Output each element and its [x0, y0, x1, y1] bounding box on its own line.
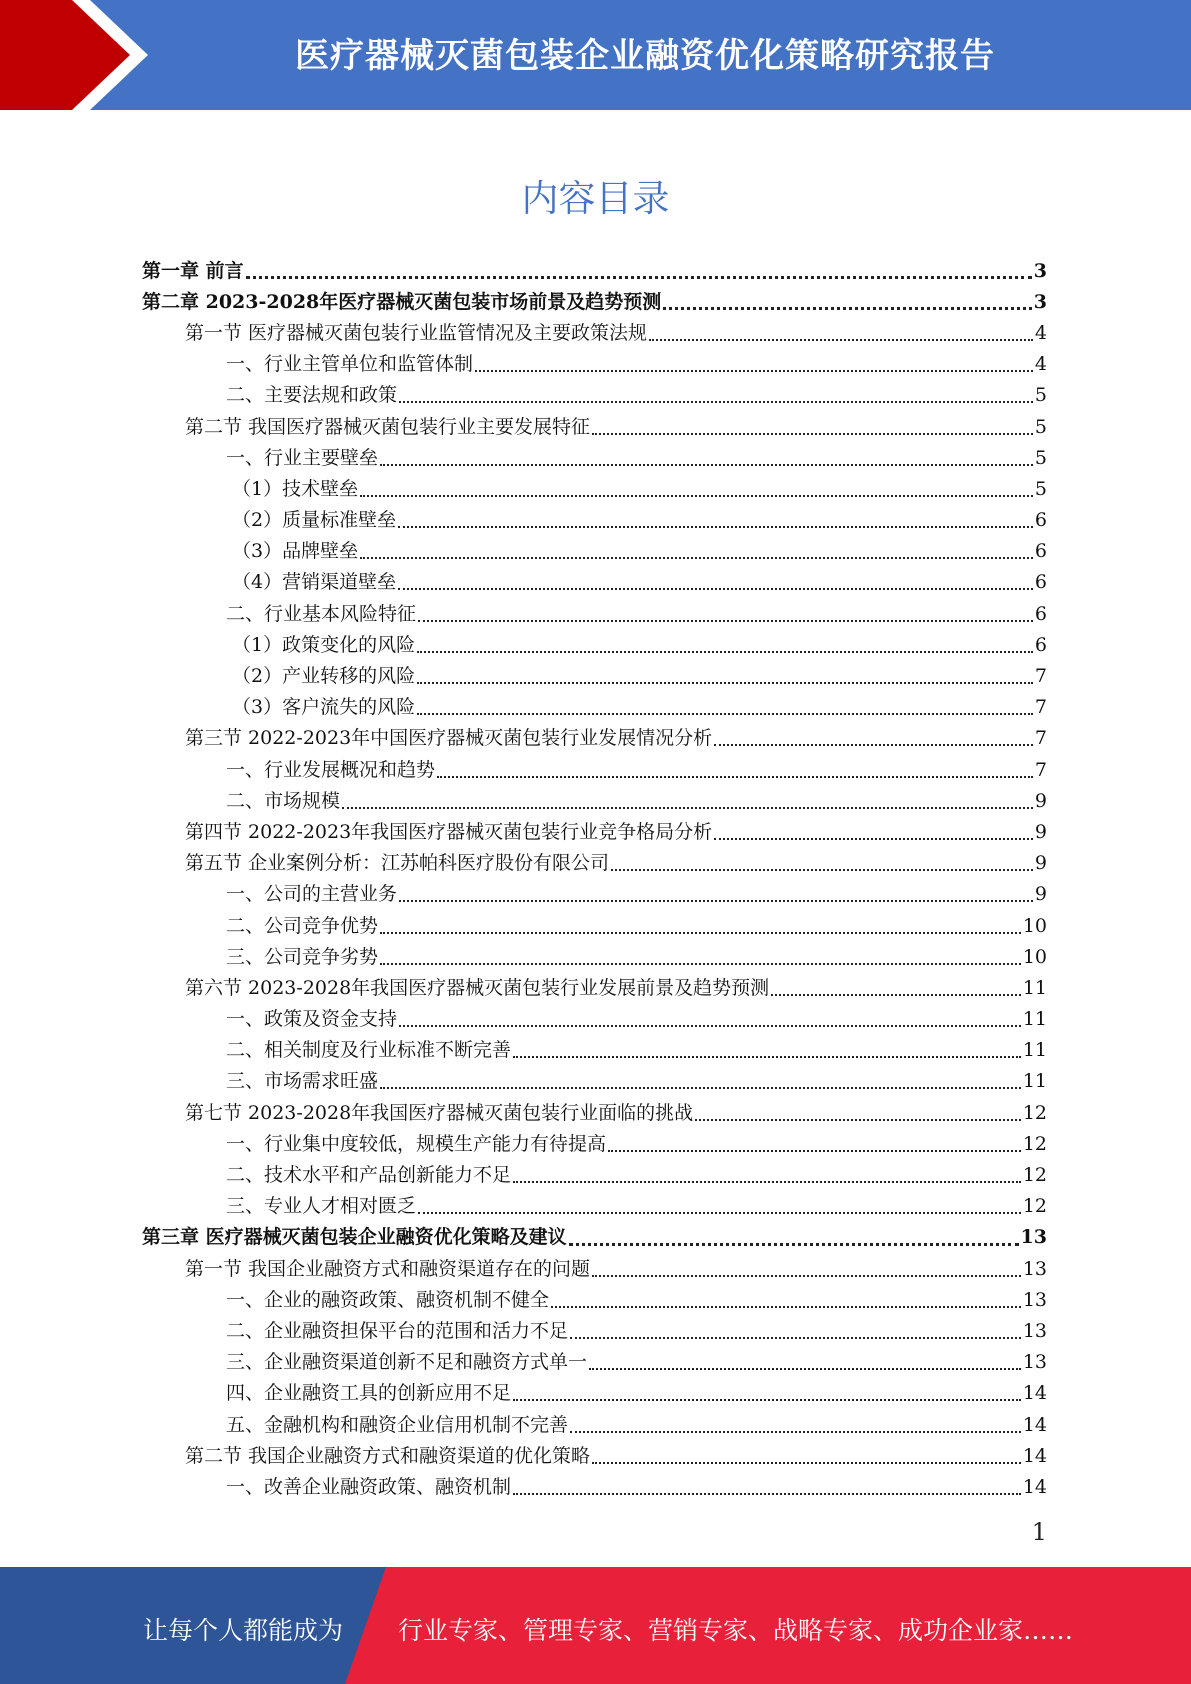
toc-entry-title: 三、企业融资渠道创新不足和融资方式单一 — [226, 1351, 588, 1374]
toc-leader-dots — [771, 994, 1021, 996]
toc-leader-dots — [380, 464, 1033, 466]
toc-entry[interactable] — [142, 1378, 1047, 1409]
toc-entry[interactable] — [142, 1347, 1047, 1378]
toc-leader-dots — [714, 744, 1033, 746]
page-number: 1 — [1031, 1518, 1047, 1546]
toc-leader-dots — [418, 1212, 1021, 1214]
toc-entry[interactable] — [142, 629, 1047, 660]
toc-entry-title: 二、公司竞争优势 — [226, 914, 379, 937]
toc-leader-dots — [608, 1150, 1021, 1152]
toc-entry[interactable] — [142, 536, 1047, 567]
toc-entry-title: 一、改善企业融资政策、融资机制 — [226, 1475, 512, 1498]
toc-leader-dots — [417, 682, 1033, 684]
toc-entry[interactable] — [142, 1159, 1047, 1190]
toc-entry-title: 一、政策及资金支持 — [226, 1008, 398, 1031]
toc-entry-title: 四、企业融资工具的创新应用不足 — [226, 1382, 512, 1405]
toc-leader-dots — [417, 713, 1033, 715]
toc-entry[interactable] — [142, 442, 1047, 473]
toc-entry-title: （4）营销渠道壁垒 — [232, 571, 397, 594]
toc-entry-title: 二、企业融资担保平台的范围和活力不足 — [226, 1319, 569, 1342]
toc-entry-page: 9 — [1034, 820, 1047, 843]
toc-entry-page: 13 — [1022, 1257, 1047, 1280]
toc-entry-page: 7 — [1034, 696, 1047, 719]
toc-entry-page: 13 — [1022, 1288, 1047, 1311]
toc-leader-dots — [398, 588, 1033, 590]
toc-entry-title: 一、行业主管单位和监管体制 — [226, 353, 474, 376]
toc-entry[interactable] — [142, 1222, 1047, 1253]
toc-leader-dots — [569, 1243, 1019, 1246]
toc-leader-dots — [611, 869, 1033, 871]
toc-leader-dots — [663, 307, 1032, 310]
toc-entry-page: 11 — [1022, 1070, 1047, 1093]
toc-leader-dots — [246, 276, 1032, 279]
toc-leader-dots — [592, 433, 1033, 435]
toc-leader-dots — [714, 838, 1033, 840]
toc-entry-title: 一、行业发展概况和趋势 — [226, 758, 436, 781]
toc-entry-page: 10 — [1022, 945, 1047, 968]
toc-entry-page: 3 — [1033, 290, 1047, 313]
toc-leader-dots — [360, 557, 1033, 559]
toc-entry[interactable] — [142, 785, 1047, 816]
toc-leader-dots — [570, 1337, 1021, 1339]
toc-leader-dots — [475, 370, 1033, 372]
toc-leader-dots — [592, 1275, 1021, 1277]
toc-entry[interactable] — [142, 660, 1047, 691]
toc-leader-dots — [513, 1056, 1021, 1058]
toc-entry[interactable] — [142, 1066, 1047, 1097]
toc-entry[interactable] — [142, 816, 1047, 847]
toc-entry-title: 第二节 我国医疗器械灭菌包装行业主要发展特征 — [185, 415, 591, 438]
toc-entry-page: 11 — [1022, 1039, 1047, 1062]
toc-leader-dots — [380, 932, 1021, 934]
toc-entry-title: 五、金融机构和融资企业信用机制不完善 — [226, 1413, 569, 1436]
toc-entry-title: 第一节 我国企业融资方式和融资渠道存在的问题 — [185, 1257, 591, 1280]
toc-entry-page: 9 — [1034, 883, 1047, 906]
toc-entry-page: 12 — [1022, 1132, 1047, 1155]
toc-leader-dots — [380, 1087, 1021, 1089]
toc-leader-dots — [513, 1399, 1021, 1401]
toc-entry[interactable] — [142, 505, 1047, 536]
toc-entry-page: 11 — [1022, 1008, 1047, 1031]
toc-entry[interactable] — [142, 1253, 1047, 1284]
toc-entry[interactable] — [142, 380, 1047, 411]
toc-entry-page: 12 — [1022, 1195, 1047, 1218]
toc-leader-dots — [342, 807, 1033, 809]
toc-entry-title: 第五节 企业案例分析：江苏帕科医疗股份有限公司 — [185, 852, 610, 875]
toc-entry-title: 二、市场规模 — [226, 789, 341, 812]
toc-entry-title: 第二章 2023-2028年医疗器械灭菌包装市场前景及趋势预测 — [142, 290, 662, 313]
toc-entry-title: 一、企业的融资政策、融资机制不健全 — [226, 1288, 550, 1311]
toc-entry[interactable] — [142, 910, 1047, 941]
toc-entry-title: 一、公司的主营业务 — [226, 883, 398, 906]
toc-leader-dots — [513, 1493, 1021, 1495]
toc-entry[interactable] — [142, 1471, 1047, 1502]
toc-entry[interactable] — [142, 754, 1047, 785]
toc-entry-title: 第七节 2023-2028年我国医疗器械灭菌包装行业面临的挑战 — [185, 1101, 694, 1124]
toc-entry-title: 第三章 医疗器械灭菌包装企业融资优化策略及建议 — [142, 1226, 567, 1249]
toc-entry[interactable] — [142, 317, 1047, 348]
toc-entry-page: 9 — [1034, 852, 1047, 875]
toc-leader-dots — [399, 401, 1033, 403]
toc-entry[interactable] — [142, 567, 1047, 598]
toc-entry[interactable] — [142, 692, 1047, 723]
toc-entry-title: 二、技术水平和产品创新能力不足 — [226, 1164, 512, 1187]
toc-entry-page: 14 — [1022, 1413, 1047, 1436]
toc-entry-title: 二、相关制度及行业标准不断完善 — [226, 1039, 512, 1062]
toc-entry-page: 6 — [1034, 571, 1047, 594]
toc-leader-dots — [513, 1181, 1021, 1183]
toc-entry[interactable] — [142, 1004, 1047, 1035]
toc-entry-page: 4 — [1034, 353, 1047, 376]
toc-leader-dots — [551, 1306, 1021, 1308]
toc-entry[interactable] — [142, 1035, 1047, 1066]
toc-entry-page: 14 — [1022, 1475, 1047, 1498]
toc-entry-title: （1）技术壁垒 — [232, 477, 359, 500]
toc-entry-page: 3 — [1033, 259, 1047, 282]
toc-entry[interactable] — [142, 349, 1047, 380]
toc-heading: 内容目录 — [521, 177, 670, 220]
toc-entry-page: 5 — [1034, 384, 1047, 407]
toc-entry-page: 10 — [1022, 914, 1047, 937]
toc-entry-page: 14 — [1022, 1444, 1047, 1467]
toc-leader-dots — [399, 900, 1033, 902]
toc-entry-page: 12 — [1022, 1101, 1047, 1124]
toc-leader-dots — [592, 1462, 1021, 1464]
toc-leader-dots — [649, 339, 1033, 341]
toc-entry-page: 6 — [1034, 633, 1047, 656]
footer-slogan-left: 让每个人都能成为 — [143, 1616, 344, 1645]
toc-entry-title: 二、行业基本风险特征 — [226, 602, 417, 625]
toc-entry-page: 4 — [1034, 321, 1047, 344]
toc-leader-dots — [589, 1368, 1021, 1370]
toc-entry[interactable] — [142, 879, 1047, 910]
toc-entry[interactable] — [142, 473, 1047, 504]
toc-entry-title: （1）政策变化的风险 — [232, 633, 416, 656]
toc-entry-title: 三、市场需求旺盛 — [226, 1070, 379, 1093]
toc-entry-title: 一、行业集中度较低，规模生产能力有待提高 — [226, 1132, 607, 1155]
toc-entry-page: 13 — [1022, 1319, 1047, 1342]
toc-entry[interactable] — [142, 848, 1047, 879]
toc-entry[interactable] — [142, 286, 1047, 317]
toc-entry-title: 第六节 2023-2028年我国医疗器械灭菌包装行业发展前景及趋势预测 — [185, 976, 770, 999]
toc-entry[interactable] — [142, 941, 1047, 972]
header-banner — [0, 0, 1191, 110]
toc-entry-title: 第一节 医疗器械灭菌包装行业监管情况及主要政策法规 — [185, 321, 648, 344]
toc-entry-page: 5 — [1034, 415, 1047, 438]
toc-leader-dots — [570, 1431, 1021, 1433]
toc-entry[interactable] — [142, 1409, 1047, 1440]
toc-entry-page: 6 — [1034, 509, 1047, 532]
toc-entry-title: 第四节 2022-2023年我国医疗器械灭菌包装行业竞争格局分析 — [185, 820, 713, 843]
toc-entry-page: 6 — [1034, 602, 1047, 625]
toc-entry-title: 一、行业主要壁垒 — [226, 446, 379, 469]
toc-leader-dots — [437, 776, 1033, 778]
toc-entry-title: （3）品牌壁垒 — [232, 540, 359, 563]
toc-entry-page: 13 — [1020, 1226, 1047, 1249]
toc-entry-title: 二、主要法规和政策 — [226, 384, 398, 407]
toc-entry[interactable] — [142, 1315, 1047, 1346]
toc-leader-dots — [417, 651, 1033, 653]
toc-entry-page: 7 — [1034, 727, 1047, 750]
toc-entry[interactable] — [142, 598, 1047, 629]
toc-entry[interactable] — [142, 1284, 1047, 1315]
toc-entry[interactable] — [142, 411, 1047, 442]
toc-entry-page: 6 — [1034, 540, 1047, 563]
toc-entry-title: （2）质量标准壁垒 — [232, 509, 397, 532]
toc-entry-title: （3）客户流失的风险 — [232, 696, 416, 719]
toc-leader-dots — [695, 1119, 1021, 1121]
toc-entry-page: 11 — [1022, 976, 1047, 999]
toc-leader-dots — [360, 495, 1033, 497]
chevron-red-icon — [0, 0, 130, 110]
toc-entry-page: 9 — [1034, 789, 1047, 812]
toc-entry[interactable] — [142, 972, 1047, 1003]
toc-entry[interactable] — [142, 1191, 1047, 1222]
toc-entry-page: 5 — [1034, 446, 1047, 469]
toc-entry-page: 12 — [1022, 1164, 1047, 1187]
toc-entry-title: 第三节 2022-2023年中国医疗器械灭菌包装行业发展情况分析 — [185, 727, 713, 750]
toc-entry[interactable] — [142, 255, 1047, 286]
toc-leader-dots — [399, 1025, 1021, 1027]
toc-leader-dots — [380, 963, 1021, 965]
footer-slogan-right: 行业专家、管理专家、营销专家、战略专家、成功企业家…… — [398, 1616, 1074, 1645]
toc-entry-page: 14 — [1022, 1382, 1047, 1405]
report-title: 医疗器械灭菌包装企业融资优化策略研究报告 — [295, 36, 995, 76]
table-of-contents — [142, 255, 1047, 1503]
toc-entry[interactable] — [142, 1440, 1047, 1471]
toc-leader-dots — [398, 526, 1033, 528]
toc-entry-page: 13 — [1022, 1351, 1047, 1374]
toc-entry-title: 三、专业人才相对匮乏 — [226, 1195, 417, 1218]
toc-entry-page: 7 — [1034, 665, 1047, 688]
toc-entry-title: 三、公司竞争劣势 — [226, 945, 379, 968]
footer-banner — [0, 1567, 1191, 1684]
toc-entry[interactable] — [142, 1128, 1047, 1159]
toc-entry-title: 第一章 前言 — [142, 259, 244, 282]
toc-entry[interactable] — [142, 1097, 1047, 1128]
toc-entry-page: 5 — [1034, 477, 1047, 500]
toc-entry-page: 7 — [1034, 758, 1047, 781]
toc-entry[interactable] — [142, 723, 1047, 754]
toc-entry-title: （2）产业转移的风险 — [232, 665, 416, 688]
toc-entry-title: 第二节 我国企业融资方式和融资渠道的优化策略 — [185, 1444, 591, 1467]
toc-leader-dots — [418, 620, 1033, 622]
